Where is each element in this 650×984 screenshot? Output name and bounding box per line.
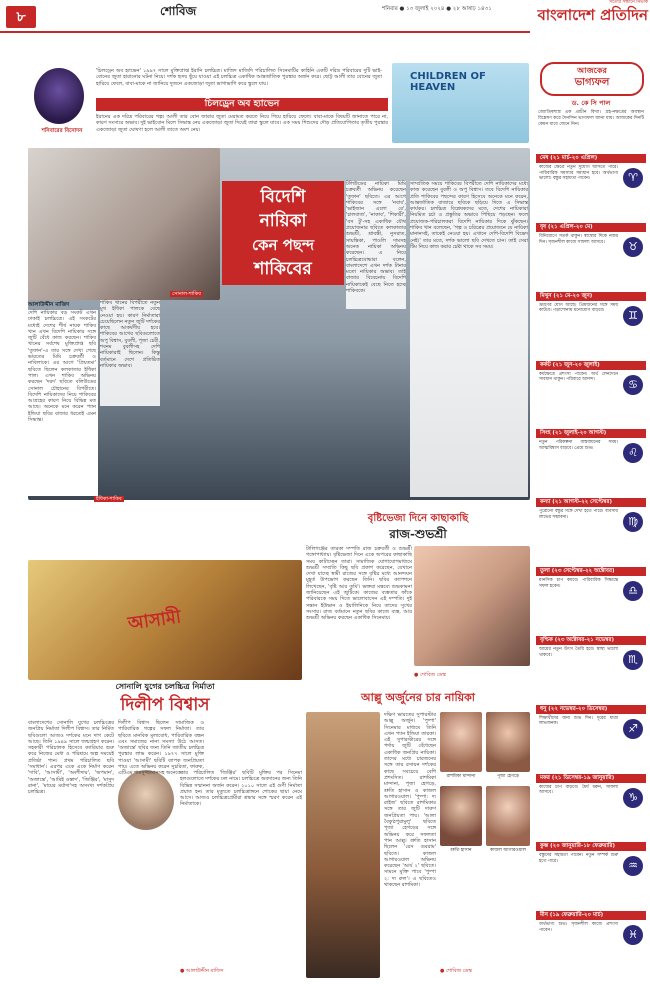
horoscope-sign [536, 498, 646, 565]
horoscope-title-badge [540, 62, 644, 96]
horoscope-sign-text: কর্মক্ষেত্রে প্রশংসা পাবেন। অর্থ লেনদেনে সাবধান থাকুন। পরিবারে আনন্দ। [539, 371, 618, 383]
horoscope-sign-text: কাজের চাপ বাড়বে। ধৈর্য ধরুন, সাফল্য আসবে। [539, 784, 618, 796]
zodiac-icon: ♓ [623, 925, 643, 945]
horoscope-sign-text: আয়ের নতুন উৎস তৈরি হবে। স্বাস্থ্য ভালো থাকবে। [539, 646, 618, 658]
raj-subhashree-photo [414, 546, 530, 666]
dilip-col-1: বাংলাদেশের সোনালি যুগের চলচ্চিত্রের জনপ্রিয় নির্মাতা দিলীপ বিশ্বাস। তার নির্মিত ছবিগুলো আজও দর্শকের মনে দাগ কেটে আছে। তিনি ১৯৪৯ সালে জন্মগ্রহণ করেন। সহকারী পরিচালক হিসেবে ক্যারিয়ার শুরু করে নিজের মেধা ও পরিশ্রমে অল্প সময়েই প্রতিষ্ঠা পান। প্রথম পরিচালিত ছবি 'সমাধান'। এরপর একে একে নির্মাণ করেন 'দাবি', 'আসামী', 'অংশীদার', 'অপমান', 'অজান্তে', 'আমিই ওস্তাদ', 'জিঞ্জির', 'মাসুদ রানা', 'মায়ের মর্যাদা'সহ অসংখ্য দর্শকপ্রিয় চলচ্চিত্র। [28, 720, 114, 796]
dilip-name: দিলীপ বিশ্বাস [120, 695, 210, 715]
dilip-col-2: দিলীপ বিশ্বাস ছিলেন সামাজিক ও পারিবারিক গল্পের সফল নির্মাতা। তার ছবিতে মানবিক মূল্যবোধ, পারিবারিক বন্ধন এবং সমাজের নানা সমস্যা উঠে আসত। 'অজান্তে' ছবির জন্য তিনি জাতীয় চলচ্চিত্র পুরস্কার লাভ করেন। ১৯৭৭ সালে মুক্তি পাওয়া 'আসামী' ছবিটি ব্যাপক জনপ্রিয়তা পায়। এতে অভিনয় করেন সুচরিতা, ফারুক, এটিএম শামসুজ্জামানসহ অনেকে। [118, 720, 204, 777]
heroine-caption-2: পূজা হেগড়ে [497, 774, 519, 779]
horoscope-sign-name: কন্যা (২১ আগস্ট-২২ সেপ্টেম্বর) [536, 498, 646, 507]
main-col-1: দেশি নায়িকার বড় সংকট এখন ঢাকাই চলচ্চিত্রে। এই সংকটের মধ্যেই দেশের শীর্ষ নায়ক শাকিব খান এখন বিদেশি নায়িকার সঙ্গে জুটি বেঁধে কাজ করছেন। শাকিব খানের সর্বশেষ মুক্তিপ্রাপ্ত ছবি 'তুফান'-এ তার সঙ্গে দেখা গেছে ভারতের মিমি চক্রবর্তী ও নাবিলাকে। এর আগে 'প্রিয়তমা' ছবিতে ছিলেন কলকাতার ইধিকা পাল। এখন শাকিব অভিনয় করছেন 'দরদ' ছবিতে বলিউডের সোনাল চৌহানের বিপরীতে। বিদেশি নায়িকাদের নিয়ে শাকিবের আগ্রহের কারণ নিয়ে বিভিন্ন মত আছে। অনেকে মনে করেন প্যান ইন্ডিয়া ছবির বাজার ধরতেই এমন সিদ্ধান্ত। [28, 310, 98, 496]
raj-text: টালিগঞ্জের তারকা দম্পতি রাজ চক্রবর্তী ও শুভশ্রী গঙ্গোপাধ্যায়। বৃষ্টিভেজা দিনে একে অপরের কাছাকাছি সময় কাটাচ্ছেন তারা। সামাজিক যোগাযোগমাধ্যমে শুভশ্রী সম্প্রতি কিছু ছবি প্রকাশ করেছেন, যেখানে দেখা যাচ্ছে স্বামী রাজের সঙ্গে বৃষ্টির মধ্যে আনন্দঘন মুহূর্ত উপভোগ করছেন তিনি। ছবির ক্যাপশনে লিখেছেন, 'বৃষ্টি আর তুমি'। ভক্তরা মন্তব্যে শুভকামনা জানিয়েছেন এই জুটিকে। কাজের ব্যস্ততার ফাঁকে পরিবারকে সময় দিতে ভালোবাসেন এই দম্পতি। দুই সন্তান ইউভান ও ইয়ালিনিকে নিয়ে তাদের সুখের সংসার। রাজ বর্তমানে নতুন ছবির কাজে ব্যস্ত, আর শুভশ্রী অভিনয় করছেন একাধিক সিনেমায়। [306, 546, 412, 622]
header-rule [0, 31, 530, 33]
poster-title-aasami: আসামী [126, 606, 183, 635]
issue-date: শনিবার ● ১৩ জুলাই ২০২৪ ● ২৮ আষাঢ় ১৪৩১ [382, 6, 492, 12]
heroine-caption-4: কাজল আগারওয়াল [490, 848, 526, 853]
zodiac-icon: ♐ [623, 719, 643, 739]
horoscope-sign-name: কর্কট (২১ জুন-২০ জুলাই) [536, 361, 646, 370]
zodiac-icon: ♎ [623, 581, 643, 601]
headline-line-1: বিদেশি [260, 187, 306, 207]
horoscope-sign [536, 567, 646, 634]
zodiac-icon: ♌ [623, 443, 643, 463]
horoscope-sign [536, 774, 646, 841]
horoscope-sign-name: বৃষ (২১ এপ্রিল-২০ মে) [536, 223, 646, 232]
horoscope-sign [536, 361, 646, 428]
heroine-photo-4 [486, 786, 530, 846]
logo-tagline: সত্যের সন্ধানে নির্ভীক [609, 0, 648, 5]
zodiac-icon: ♈ [623, 168, 643, 188]
intro-heading: চিলড্রেন অব হ্যাভেন [96, 98, 388, 111]
allu-photo [306, 712, 380, 978]
intro-caption: শনিবারের বিনোদন [41, 128, 83, 134]
zodiac-icon: ♉ [623, 237, 643, 257]
horoscope-sign [536, 292, 646, 359]
shakib-sonal-photo [28, 148, 220, 300]
heroine-photo-1 [440, 712, 482, 772]
horoscope-sign [536, 842, 646, 909]
horoscope-list [536, 154, 646, 980]
horoscope-sign-text: পুরোনো বন্ধুর সঙ্গে দেখা হতে পারে। ব্যবসায় লাভের সম্ভাবনা। [539, 509, 618, 520]
horoscope-sign-name: মকর (২১ ডিসেম্বর-১৯ জানুয়ারি) [536, 774, 646, 783]
allu-credit: ● শোবিজ ডেস্ক [440, 968, 472, 974]
photo-caption-1: সোনাল-শাকিব [172, 291, 201, 297]
horoscope-sign-name: মীন (১৯ ফেব্রুয়ারি-২০ মার্চ) [536, 911, 646, 920]
zodiac-icon: ♏ [623, 650, 643, 670]
horoscope-sign-text: বন্ধুদের সহায়তা পাবেন। নতুন সম্পর্ক শুরু হতে পারে। [539, 853, 618, 865]
zodiac-icon: ♒ [623, 856, 643, 876]
horoscope-sign-name: ধনু (২২ নভেম্বর-২০ ডিসেম্বর) [536, 705, 646, 714]
horoscope-sign-text: ভ্রমণের যোগ আছে। প্রিয়জনের সঙ্গে সময় কাটবে। পড়াশোনায় মনোযোগ বাড়বে। [539, 302, 618, 314]
horoscope-sign [536, 636, 646, 703]
heroine-photo-3 [440, 786, 482, 846]
intro-body: ইরানের এক দরিদ্র পরিবারের গল্প। আলী তার বোন জারার জুতা মেরামত করতে নিয়ে গিয়ে হারিয়ে ফেলে। বাবা-মাকে বিষয়টি জানাতে পারে না, কারণ সংসারে অভাব। দুই ভাইবোন মিলে সিদ্ধান্ত নেয় একজোড়া জুতা দিয়েই তারা স্কুলে যাবে। এক সময় শিশুদের দৌড় প্রতিযোগিতার তৃতীয় পুরস্কার একজোড়া জুতা ঘোষণা হলে আলী তাতে অংশ নেয়। [96, 114, 388, 133]
raj-headline-1: বৃষ্টিভেজা দিনে কাছাকাছি [367, 513, 469, 524]
main-headline [222, 181, 344, 285]
horoscope-sign [536, 154, 646, 221]
allu-headline: আল্লু অর্জুনের চার নায়িকা [361, 691, 475, 704]
heroine-caption-1: রাশমিকা মান্দানা [446, 774, 476, 779]
zodiac-icon: ♊ [623, 306, 643, 326]
page-number: ৮ [6, 6, 36, 28]
horoscope-sign-name: কুম্ভ (২০ জানুয়ারি-১৮ ফেব্রুয়ারি) [536, 842, 646, 851]
dilip-subheading: সোনালি যুগের চলচ্চিত্র নির্মাতা [115, 682, 215, 691]
heroine-photo-2 [486, 712, 530, 772]
byline: আলাউদ্দীন মাজিদ [28, 302, 70, 308]
horoscope-sign-name: মেষ (২১ মার্চ-২০ এপ্রিল) [536, 154, 646, 163]
poster-title: CHILDREN OF HEAVEN [410, 71, 486, 93]
horoscope-sign [536, 705, 646, 772]
horoscope-sign [536, 223, 646, 290]
raj-headline-2: রাজ-শুভশ্রী [389, 527, 447, 541]
horoscope-title-1: আজকের [577, 66, 607, 75]
intro-poster [392, 63, 529, 143]
dilip-col-3: তার পরিচালিত 'জিঞ্জির' ছবিটি মুক্তির পর সিনেমা হলগুলোতে দর্শকের ঢল নামে। চলচ্চিত্রে অবদানের জন্য তিনি বিভিন্ন সম্মাননা অর্জন করেন। ২০১০ সালে এই গুণী নির্মাতা প্রয়াত হন। তার মৃত্যুতে চলচ্চিত্রাঙ্গনে শোকের ছায়া নেমে আসে। আজও চলচ্চিত্রপ্রেমীরা শ্রদ্ধার সঙ্গে স্মরণ করেন এই নির্মাতাকে। [180, 770, 302, 808]
dilip-portrait [118, 770, 174, 830]
intro-text: 'চিলড্রেন অব হ্যাভেন' ১৯৯৭ সালে মুক্তিপ্রাপ্ত ইরানি চলচ্চিত্র। মাজিদ মাজিদি পরিচালিত সিনেমাটির কাহিনি একটি দরিদ্র পরিবারের দুটি ভাই-বোনের জুতা হারানোর ঘটনা নিয়ে। দর্শক হৃদয় ছুঁয়ে যাওয়া এই চলচ্চিত্র একাধিক আন্তর্জাতিক পুরস্কার অর্জন করে। ছোট্ট আলী তার বোনের জুতা হারিয়ে ফেলে, বাবা-মাকে না জানিয়ে দুজনে একজোড়া জুতা ভাগাভাগি করে স্কুলে যায়। [96, 68, 382, 87]
main-col-3: টলিউডের নায়িকা মিমি চক্রবর্তী অভিনয় করেছেন 'তুফান' ছবিতে। এর আগে শাকিবের সঙ্গে 'নবাব', 'ভাইজান এলো রে', 'চালবাজ', 'নাকাব', 'শিকারী', 'বস টু'-সহ একাধিক যৌথ প্রযোজনার ছবিতে কলকাতার শুভশ্রী, শ্রাবন্তী, নুসরাত, সায়ন্তিকা, পাওলি দামসহ অনেক নায়িকা অভিনয় করেছেন। এ নিয়ে চলচ্চিত্রবোদ্ধারা বলেন, বাংলাদেশে এখন দর্শক টানার মতো নায়িকার অভাব। তাই বাজার বিবেচনায় বিদেশি নায়িকাকেই বেছে নিতে হচ্ছে শাকিবকে। [346, 181, 406, 309]
horoscope-sign-text: কাজের ক্ষেত্রে নতুন সুযোগ আসতে পারে। পারিবারিক সমস্যার সমাধান হবে। অর্থভাগ্য ভালো। বন্ধুর সহায়তা পাবেন। [539, 165, 618, 182]
horoscope-sign-name: মিথুন (২১ মে-২০ জুন) [536, 292, 646, 301]
horoscope-sign-name: সিংহ (২১ জুলাই-২০ আগস্ট) [536, 429, 646, 438]
section-title: শোবিজ [160, 4, 197, 18]
horoscope-sign-text: শিক্ষার্থীদের জন্য শুভ দিন। দূরের যাত্রা লাভজনক। [539, 715, 618, 727]
aasami-poster [28, 560, 302, 680]
logo-name: বাংলাদেশ প্রতিদিন [537, 6, 648, 25]
horoscope-sign-text: অর্থভাগ্য শুভ। সৃজনশীল কাজে প্রশংসা পাবেন। [539, 922, 618, 933]
zodiac-icon: ♍ [623, 512, 643, 532]
zodiac-icon: ♑ [623, 788, 643, 808]
headline-line-3: কেন পছন্দ [251, 236, 315, 254]
main-col-4: সাম্প্রতিক সময়ে শাকিবের বিপরীতে দেশি নায়িকাদের মধ্যে কাজ করেছেন বুবলী ও অপু বিশ্বাস। তবে বিদেশি নায়িকার প্রতি শাকিবের পছন্দের কারণ হিসেবে অনেকে মনে করেন, আন্তর্জাতিক বাজারে ছবিকে ছড়িয়ে দিতে এ সিদ্ধান্ত কার্যকর। চলচ্চিত্র বিশ্লেষকদের মতে, দেশের নায়িকারা নিয়মিত চর্চা ও প্রস্তুতির অভাবে পিছিয়ে পড়ছেন। ফলে প্রযোজক-পরিচালকরা বিদেশি নায়িকার দিকে ঝুঁকছেন। শাকিব খান বলেছেন, 'গল্প ও চরিত্রের প্রয়োজনে যে নায়িকা মানানসই, তাকেই নেওয়া হয়। এখানে দেশি-বিদেশি বিভেদ নেই।' তার মতে, দর্শক ভালো ছবি দেখতে চান। তাই সেরা টিম নিয়ে কাজ করার চেষ্টা থাকে সব সময়। [410, 181, 528, 497]
horoscope-author: ড. কে সি পাল [571, 99, 611, 107]
horoscope-sign [536, 911, 646, 978]
horoscope-sign-name: বৃশ্চিক (২৩ অক্টোবর-২১ নভেম্বর) [536, 636, 646, 645]
raj-credit: ● শোবিজ ডেস্ক [414, 672, 446, 678]
horoscope-intro: জ্যোতিষশাস্ত্র এক প্রাচীন বিদ্যা। গ্রহ-নক্ষত্রের অবস্থান বিশ্লেষণ করে দৈনন্দিন ভাগ্যফল জানা যায়। আজকের দিনটি কেমন যাবে জেনে নিন। [538, 110, 644, 127]
horoscope-sign-text: নতুন পরিকল্পনা বাস্তবায়নের সময়। আত্মবিশ্বাস বাড়বে। প্রেমে শুভ। [539, 440, 618, 452]
headline-line-2: নায়িকা [259, 211, 307, 231]
zodiac-icon: ♋ [623, 375, 643, 395]
horoscope-title-2: ভাগ্যফল [574, 77, 610, 88]
horoscope-sign [536, 429, 646, 496]
main-col-2: শাকিব খানের বিপরীতে নতুন মুখ ইধিকা পালকে বেছে নেওয়া হয়। কারণ নির্মাতারা চেয়েছিলেন নতুন জুটি দর্শকের কাছে আকর্ষণীয় হবে। শাকিবের আগের ছবিগুলোতে অপু বিশ্বাস, বুবলী, পূজা চেরী, শবনম বুবলীসহ দেশি নায়িকারাই ছিলেন। কিন্তু বর্তমানে দেশে প্রতিষ্ঠিত নায়িকার অভাব। [100, 300, 160, 406]
horoscope-sign-name: তুলা (২৩ সেপ্টেম্বর-২২ অক্টোবর) [536, 567, 646, 576]
horoscope-sign-text: মানসিক চাপ কমবে। পারিবারিক সিদ্ধান্তে সফল হবেন। [539, 578, 618, 589]
heroine-caption-3: শ্রুতি হাসান [450, 848, 472, 853]
newspaper-logo [480, 0, 648, 30]
dilip-credit: ● আলাউদ্দীন মাজিদ [180, 968, 224, 974]
horoscope-sign-text: বিনিয়োগে সতর্ক থাকুন। স্বাস্থ্যের দিকে নজর দিন। সৃজনশীল কাজে সাফল্য আসবে। [539, 233, 618, 245]
intro-photo [34, 68, 84, 124]
allu-text: দক্ষিণ ভারতের সুপারস্টার আল্লু অর্জুন। 'পুষ্পা' সিনেমার মাধ্যমে তিনি এখন প্যান ইন্ডিয়া তারকা। এই সুপারস্টারের সঙ্গে পর্দায় জুটি বেঁধেছেন একাধিক জনপ্রিয় নায়িকা। তাদের মধ্যে চারজনের সঙ্গে তার রসায়ন দর্শকের কাছে সবচেয়ে বেশি প্রশংসিত। রাশমিকা মান্দানা, পূজা হেগড়ে, শ্রুতি হাসান ও কাজল আগারওয়াল। 'পুষ্পা: দ্য রাইজ' ছবিতে রাশমিকার সঙ্গে তার জুটি দারুণ জনপ্রিয়তা পায়। 'আলা বৈকুণ্ঠপুরামুলু' ছবিতে পূজা হেগড়ের সঙ্গে অভিনয় করে সফলতা পান আল্লু। শ্রুতি হাসান ছিলেন 'রেস গুররাম' ছবিতে। কাজল আগারওয়াল অভিনয় করেছেন 'আর্য ২' ছবিতে। সামনে মুক্তি পাবে 'পুষ্পা ২: দ্য রুল'। এ ছবিতেও থাকছেন রাশমিকা। [384, 712, 436, 889]
headline-line-4: শাকিবের [254, 259, 312, 279]
photo-caption-2: ইধিকা-শাকিব [96, 496, 122, 502]
